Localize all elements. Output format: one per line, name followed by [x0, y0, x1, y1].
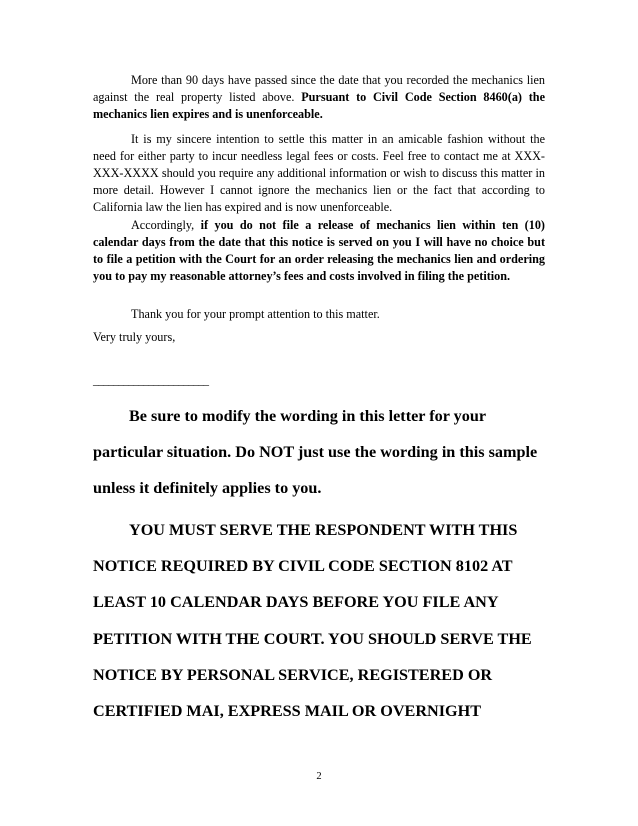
closing-salutation: Very truly yours,: [93, 330, 176, 344]
signature-line: _______________________: [93, 373, 208, 387]
paragraph-text: It is my sincere intention to settle this matter in an amicable fashion without the need for either party to incur needless legal fees or costs. Feel free to contact me at XXX-XXX-XXXX should you require any additional information or wish to discuss this matter in more detail. However I cannot ignore the mechanics lien or the fact that according to California law the lien has expired and is now unenforceable.: [93, 132, 545, 214]
paragraph-text: Thank you for your prompt attention to this matter.: [131, 307, 380, 321]
paragraph-lien-expired: [93, 72, 545, 123]
page-number: 2: [316, 771, 322, 782]
note-modify-wording: Be sure to modify the wording in this letter for your particular situation. Do NOT just use the wording in this sample unless it definitely applies to you.: [93, 407, 538, 498]
paragraph-settle-intention: [93, 131, 545, 216]
note-service-requirement: YOU MUST SERVE THE RESPONDENT WITH THIS NOTICE REQUIRED BY CIVIL CODE SECTION 8102 AT LEAST 10 CALENDAR DAYS BEFORE YOU FILE ANY PETITION WITH THE COURT. YOU SHOULD SERVE THE NOTICE BY PERSONAL SERVICE, REGISTERED OR CERTIFIED MAI, EXPRESS MAIL OR OVERNIGHT: [93, 521, 532, 721]
paragraph-bold-text: if you do not file a release of mechanics lien within ten (10) calendar days from the date that this notice is served on you I will have no choice but to file a petition with the Court for an order releasing the mechanics lien and ordering you to pay my reasonable attorney’s fees and costs involved in filing the petition.: [93, 218, 545, 283]
paragraph-bold-text: Pursuant to Civil Code Section 8460(a) the mechanics lien expires and is unenforceable.: [93, 90, 545, 121]
paragraph-demand-release: [93, 217, 545, 285]
paragraph-thank-you: [93, 306, 545, 323]
paragraph-text: More than 90 days have passed since the date that you recorded the mechanics lien against the real property listed above.: [93, 73, 545, 104]
paragraph-text: Accordingly,: [131, 218, 201, 232]
